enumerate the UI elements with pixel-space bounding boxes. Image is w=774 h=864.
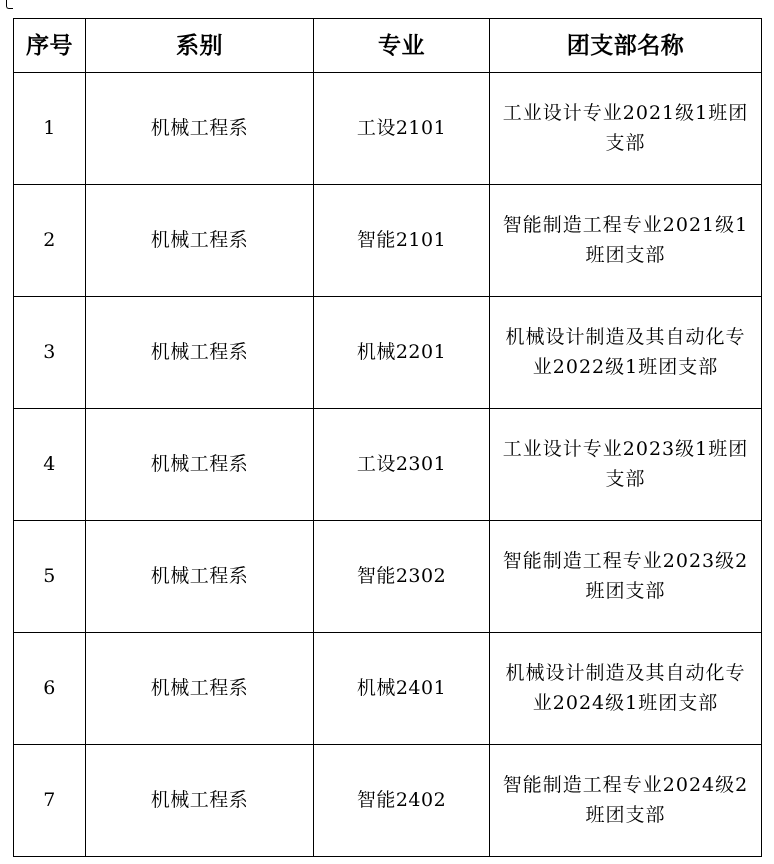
- cell-branch-name: 工业设计专业2021级1班团支部: [490, 73, 762, 185]
- page-corner-mark: [6, 0, 13, 9]
- table-header-row: [14, 19, 762, 73]
- cell-index: 3: [14, 297, 86, 409]
- cell-branch-name: 机械设计制造及其自动化专业2024级1班团支部: [490, 633, 762, 745]
- cell-department: 机械工程系: [86, 409, 314, 521]
- branch-list-table: [13, 18, 762, 857]
- cell-department: 机械工程系: [86, 185, 314, 297]
- table-row: [14, 185, 762, 297]
- table-row: [14, 409, 762, 521]
- cell-branch-name: 智能制造工程专业2024级2班团支部: [490, 745, 762, 857]
- cell-index: 2: [14, 185, 86, 297]
- table-row: [14, 297, 762, 409]
- cell-index: 7: [14, 745, 86, 857]
- table-header: [14, 19, 762, 73]
- table-row: [14, 73, 762, 185]
- column-header-branch-name: 团支部名称: [490, 19, 762, 73]
- cell-branch-name: 工业设计专业2023级1班团支部: [490, 409, 762, 521]
- cell-department: 机械工程系: [86, 745, 314, 857]
- cell-branch-name: 机械设计制造及其自动化专业2022级1班团支部: [490, 297, 762, 409]
- cell-department: 机械工程系: [86, 521, 314, 633]
- cell-major: 机械2401: [314, 633, 490, 745]
- cell-major: 工设2101: [314, 73, 490, 185]
- cell-major: 智能2302: [314, 521, 490, 633]
- cell-department: 机械工程系: [86, 297, 314, 409]
- cell-branch-name: 智能制造工程专业2021级1班团支部: [490, 185, 762, 297]
- table-row: [14, 633, 762, 745]
- table-container: [13, 18, 761, 857]
- table-row: [14, 521, 762, 633]
- cell-major: 智能2101: [314, 185, 490, 297]
- cell-branch-name: 智能制造工程专业2023级2班团支部: [490, 521, 762, 633]
- cell-major: 智能2402: [314, 745, 490, 857]
- cell-major: 机械2201: [314, 297, 490, 409]
- cell-department: 机械工程系: [86, 633, 314, 745]
- cell-major: 工设2301: [314, 409, 490, 521]
- cell-index: 6: [14, 633, 86, 745]
- cell-index: 4: [14, 409, 86, 521]
- table-row: [14, 745, 762, 857]
- cell-index: 5: [14, 521, 86, 633]
- column-header-major: 专业: [314, 19, 490, 73]
- column-header-department: 系别: [86, 19, 314, 73]
- column-header-index: 序号: [14, 19, 86, 73]
- cell-department: 机械工程系: [86, 73, 314, 185]
- table-body: [14, 73, 762, 857]
- cell-index: 1: [14, 73, 86, 185]
